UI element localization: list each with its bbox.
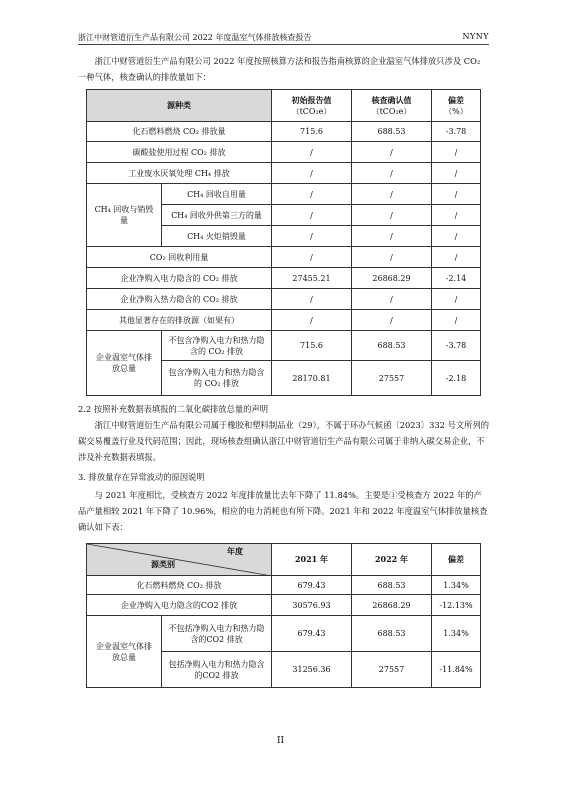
table-row [87, 268, 481, 289]
verified-value: / [352, 247, 432, 268]
row-label: CO₂ 回收利用量 [87, 247, 272, 268]
header-year-source [87, 544, 272, 576]
row-label: 不包括净购入电力和热力隐含的CO2 排放 [162, 616, 272, 652]
value-2022: 688.53 [352, 576, 432, 595]
row-label: 企业净购入电力隐含的CO2 排放 [87, 595, 272, 616]
value-2022: 688.53 [352, 616, 432, 652]
row-label: 包括净购入电力和热力隐含的CO2 排放 [162, 652, 272, 688]
year-comparison-table [86, 543, 481, 688]
page-number: II [276, 736, 285, 746]
initial-value: / [272, 226, 352, 247]
initial-value: / [272, 184, 352, 205]
row-label: 不包含净购入电力和热力隐含的 CO₂ 排放 [162, 331, 272, 361]
deviation-value: / [432, 184, 481, 205]
verified-value: / [352, 184, 432, 205]
section-3-body: 与 2021 年度相比，受核查方 2022 年度排放量比去年下降了 11.84%。主要是①受核查方 2022 年的产品产量相较 2021 年下降了 10.96%，相应的电力消耗也有所下降。2021 年和 2022 年度温室气体排放量核查确认如下表： [78, 490, 488, 532]
deviation-value: / [432, 289, 481, 310]
deviation-value: / [432, 226, 481, 247]
initial-value: 27455.21 [272, 268, 352, 289]
header-title: 浙江中财管道衍生产品有限公司 2022 年度温室气体排放核查报告 [78, 33, 312, 42]
verified-value: / [352, 226, 432, 247]
emission-table [86, 89, 481, 396]
row-label: 化石燃料燃烧 CO₂ 排放量 [87, 122, 272, 142]
value-2021: 30576.93 [272, 595, 352, 616]
header-2021: 2021 年 [272, 544, 352, 576]
row-label: CH₄ 回收外供第三方的量 [162, 205, 272, 226]
verified-value: 26868.29 [352, 268, 432, 289]
value-2022: 27557 [352, 652, 432, 688]
deviation-value: -12.13% [432, 595, 481, 616]
deviation-value: 1.34% [432, 576, 481, 595]
deviation-value: -11.84% [432, 652, 481, 688]
row-label: 化石燃料燃烧 CO₂ 排放 [87, 576, 272, 595]
deviation-value: 1.34% [432, 616, 481, 652]
verified-value: 688.53 [352, 122, 432, 142]
verified-value: / [352, 310, 432, 331]
header-verified-label: 核查确认值 [371, 94, 412, 105]
header-2022: 2022 年 [352, 544, 432, 576]
deviation-value: / [432, 142, 481, 163]
initial-value: 715.6 [272, 122, 352, 142]
initial-value: / [272, 289, 352, 310]
initial-value: / [272, 310, 352, 331]
total-group-label: 企业温室气体排放总量 [87, 616, 162, 688]
verified-value: 27557 [352, 361, 432, 396]
diagonal-line [87, 544, 272, 576]
value-2021: 679.43 [272, 576, 352, 595]
table1-header [87, 90, 481, 122]
intro-paragraph: 浙江中财管道衍生产品有限公司 2022 年度按照核算方法和报告指南核算的企业温室气体排放只涉及 CO₂ 一种气体，核查确认的排放量如下： [78, 56, 481, 82]
initial-value: / [272, 247, 352, 268]
ch4-group-label: CH₄ 回收与销毁量 [87, 184, 162, 247]
table-row [87, 331, 481, 361]
row-label: CH₄ 回收自用量 [162, 184, 272, 205]
table-row [87, 142, 481, 163]
deviation-value: / [432, 163, 481, 184]
header-source: 源类别 [151, 559, 175, 569]
header-initial-unit: （tCO₂e） [291, 106, 332, 116]
verified-value: / [352, 163, 432, 184]
row-label: CH₄ 火炬销毁量 [162, 226, 272, 247]
table-row [87, 576, 481, 595]
row-label: 企业净购入电力隐含的 CO₂ 排放 [87, 268, 272, 289]
initial-value: / [272, 142, 352, 163]
verified-value: / [352, 142, 432, 163]
table-row [87, 310, 481, 331]
header-deviation: 偏差 [432, 544, 481, 576]
verified-value: / [352, 205, 432, 226]
header-code: NYNY [462, 32, 489, 41]
header-year: 年度 [227, 546, 243, 556]
table-row [87, 595, 481, 616]
table-row [87, 122, 481, 142]
header-deviation [432, 90, 481, 122]
header-verified [352, 90, 432, 122]
header-initial-label: 初始报告值 [291, 94, 332, 105]
header-deviation-label: 偏差 [448, 94, 464, 105]
deviation-value: / [432, 205, 481, 226]
value-2022: 26868.29 [352, 595, 432, 616]
row-label: 工业废水厌氧处理 CH₄ 排放 [87, 163, 272, 184]
table-row [87, 289, 481, 310]
table-row [87, 247, 481, 268]
table-row [87, 184, 481, 205]
deviation-value: -3.78 [432, 122, 481, 142]
row-label: 企业净购入热力隐含的 CO₂ 排放 [87, 289, 272, 310]
section-2-2-body: 浙江中财管道衍生产品有限公司属于橡胶和塑料制品业（29），不属于环办气候函〔2023〕332 号文所列的碳交易覆盖行业及代码范围；因此，现场核查组确认浙江中财管道衍生产品有限公司属于非纳入碳交易企业，不涉及补充数据表填报。 [78, 420, 490, 462]
total-group-label: 企业温室气体排放总量 [87, 331, 162, 396]
table-row [87, 163, 481, 184]
header-initial [272, 90, 352, 122]
value-2021: 31256.36 [272, 652, 352, 688]
initial-value: 715.6 [272, 331, 352, 361]
table2-header [87, 544, 481, 576]
table-row [87, 616, 481, 652]
page-header [78, 30, 489, 45]
deviation-value: / [432, 247, 481, 268]
row-label: 其他显著存在的排放源（如果有） [87, 310, 272, 331]
section-3-title: 3. 排放量存在异常波动的原因说明 [78, 472, 205, 482]
value-2021: 679.43 [272, 616, 352, 652]
deviation-value: -2.18 [432, 361, 481, 396]
deviation-value: -2.14 [432, 268, 481, 289]
section-2-2-title: 2.2 按照补充数据表填报的二氧化碳排放总量的声明 [78, 404, 269, 414]
deviation-value: / [432, 310, 481, 331]
initial-value: / [272, 205, 352, 226]
header-verified-unit: （tCO₂e） [371, 106, 412, 116]
row-label: 碳酸盐使用过程 CO₂ 排放 [87, 142, 272, 163]
header-source: 源种类 [87, 90, 272, 122]
initial-value: / [272, 163, 352, 184]
deviation-value: -3.78 [432, 331, 481, 361]
verified-value: / [352, 289, 432, 310]
verified-value: 688.53 [352, 331, 432, 361]
header-deviation-unit: （%） [444, 106, 468, 116]
initial-value: 28170.81 [272, 361, 352, 396]
row-label: 包含净购入电力和热力隐含的 CO₂ 排放 [162, 361, 272, 396]
